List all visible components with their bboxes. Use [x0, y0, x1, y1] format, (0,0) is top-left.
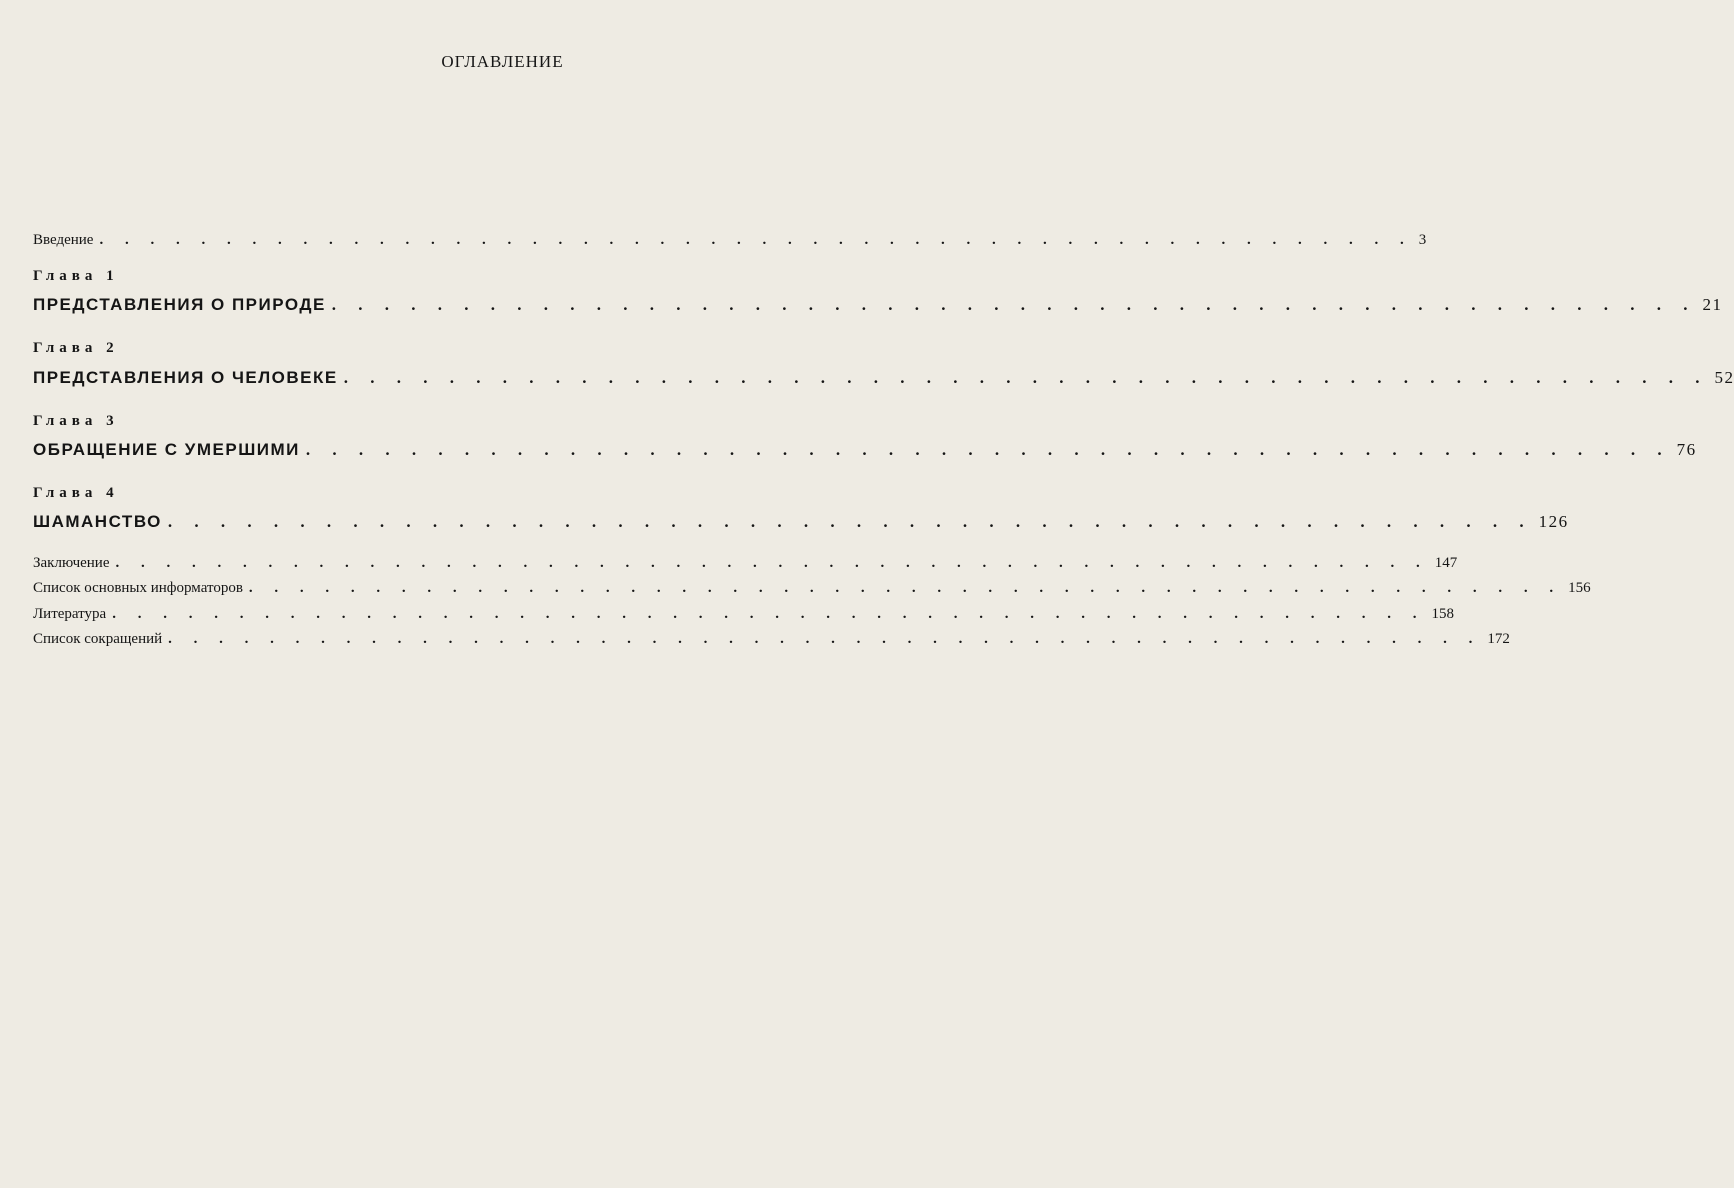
dot-leader: . . . . . . . . . . . . . . . . . . . . . . . . . . . . . . . . . . . . . . . . . . . . . . . . . . . .: [167, 512, 1533, 531]
entry-label: Заключение: [33, 555, 110, 571]
chapter-heading: Глава 1: [33, 268, 119, 284]
chapter-heading: Глава 2: [33, 340, 119, 356]
entry-label: ПРЕДСТАВЛЕНИЯ О ЧЕЛОВЕКЕ: [33, 368, 338, 387]
entry-page-number: 52: [1714, 368, 1734, 387]
entry-label: ОБРАЩЕНИЕ С УМЕРШИМИ: [33, 440, 300, 459]
entry-page-number: 126: [1538, 512, 1569, 531]
dot-leader: . . . . . . . . . . . . . . . . . . . . . . . . . . . . . . . . . . . . . . . . . . . . . . . . . . . .: [115, 555, 1429, 571]
entry-page-number: 172: [1487, 631, 1510, 647]
entry-page-number: 21: [1702, 295, 1723, 314]
entry-label: Введение: [33, 232, 94, 248]
entry-label: Список основных информаторов: [33, 580, 243, 596]
dot-leader: . . . . . . . . . . . . . . . . . . . . . . . . . . . . . . . . . . . . . . . . . . . . . . . . . . . .: [99, 232, 1413, 248]
dot-leader: . . . . . . . . . . . . . . . . . . . . . . . . . . . . . . . . . . . . . . . . . . . . . . . . . . . .: [305, 440, 1671, 459]
dot-leader: . . . . . . . . . . . . . . . . . . . . . . . . . . . . . . . . . . . . . . . . . . . . . . . . . . . .: [112, 606, 1426, 622]
toc-entry-abbreviations: [33, 631, 1510, 648]
entry-page-number: 147: [1434, 555, 1458, 571]
toc-entry-chapter-3: [33, 440, 1697, 460]
entry-label: ШАМАНСТВО: [33, 512, 162, 531]
toc-entry-intro: [33, 232, 1427, 249]
toc-entry-chapter-4: [33, 512, 1569, 532]
toc-entry-literature: [33, 606, 1454, 623]
entry-label: ПРЕДСТАВЛЕНИЯ О ПРИРОДЕ: [33, 295, 326, 314]
dot-leader: . . . . . . . . . . . . . . . . . . . . . . . . . . . . . . . . . . . . . . . . . . . . . . . . . . . .: [168, 631, 1482, 647]
chapter-heading: Глава 3: [33, 413, 119, 429]
toc-entry-conclusion: [33, 555, 1458, 572]
toc-title: ОГЛАВЛЕНИЕ: [441, 52, 564, 71]
entry-page-number: 76: [1676, 440, 1697, 459]
dot-leader: . . . . . . . . . . . . . . . . . . . . . . . . . . . . . . . . . . . . . . . . . . . . . . . . . . . .: [248, 580, 1563, 596]
entry-page-number: 158: [1431, 606, 1454, 622]
entry-page-number: 156: [1568, 580, 1591, 596]
toc-entry-informants: [33, 580, 1591, 597]
entry-label: Список сокращений: [33, 631, 163, 647]
chapter-heading: Глава 4: [33, 485, 119, 501]
toc-entry-chapter-2: [33, 368, 1734, 388]
entry-label: Литература: [33, 606, 107, 622]
entry-page-number: 3: [1418, 232, 1427, 248]
toc-entry-chapter-1: [33, 295, 1723, 315]
dot-leader: . . . . . . . . . . . . . . . . . . . . . . . . . . . . . . . . . . . . . . . . . . . . . . . . . . . .: [331, 295, 1697, 314]
dot-leader: . . . . . . . . . . . . . . . . . . . . . . . . . . . . . . . . . . . . . . . . . . . . . . . . . . . .: [343, 368, 1709, 387]
